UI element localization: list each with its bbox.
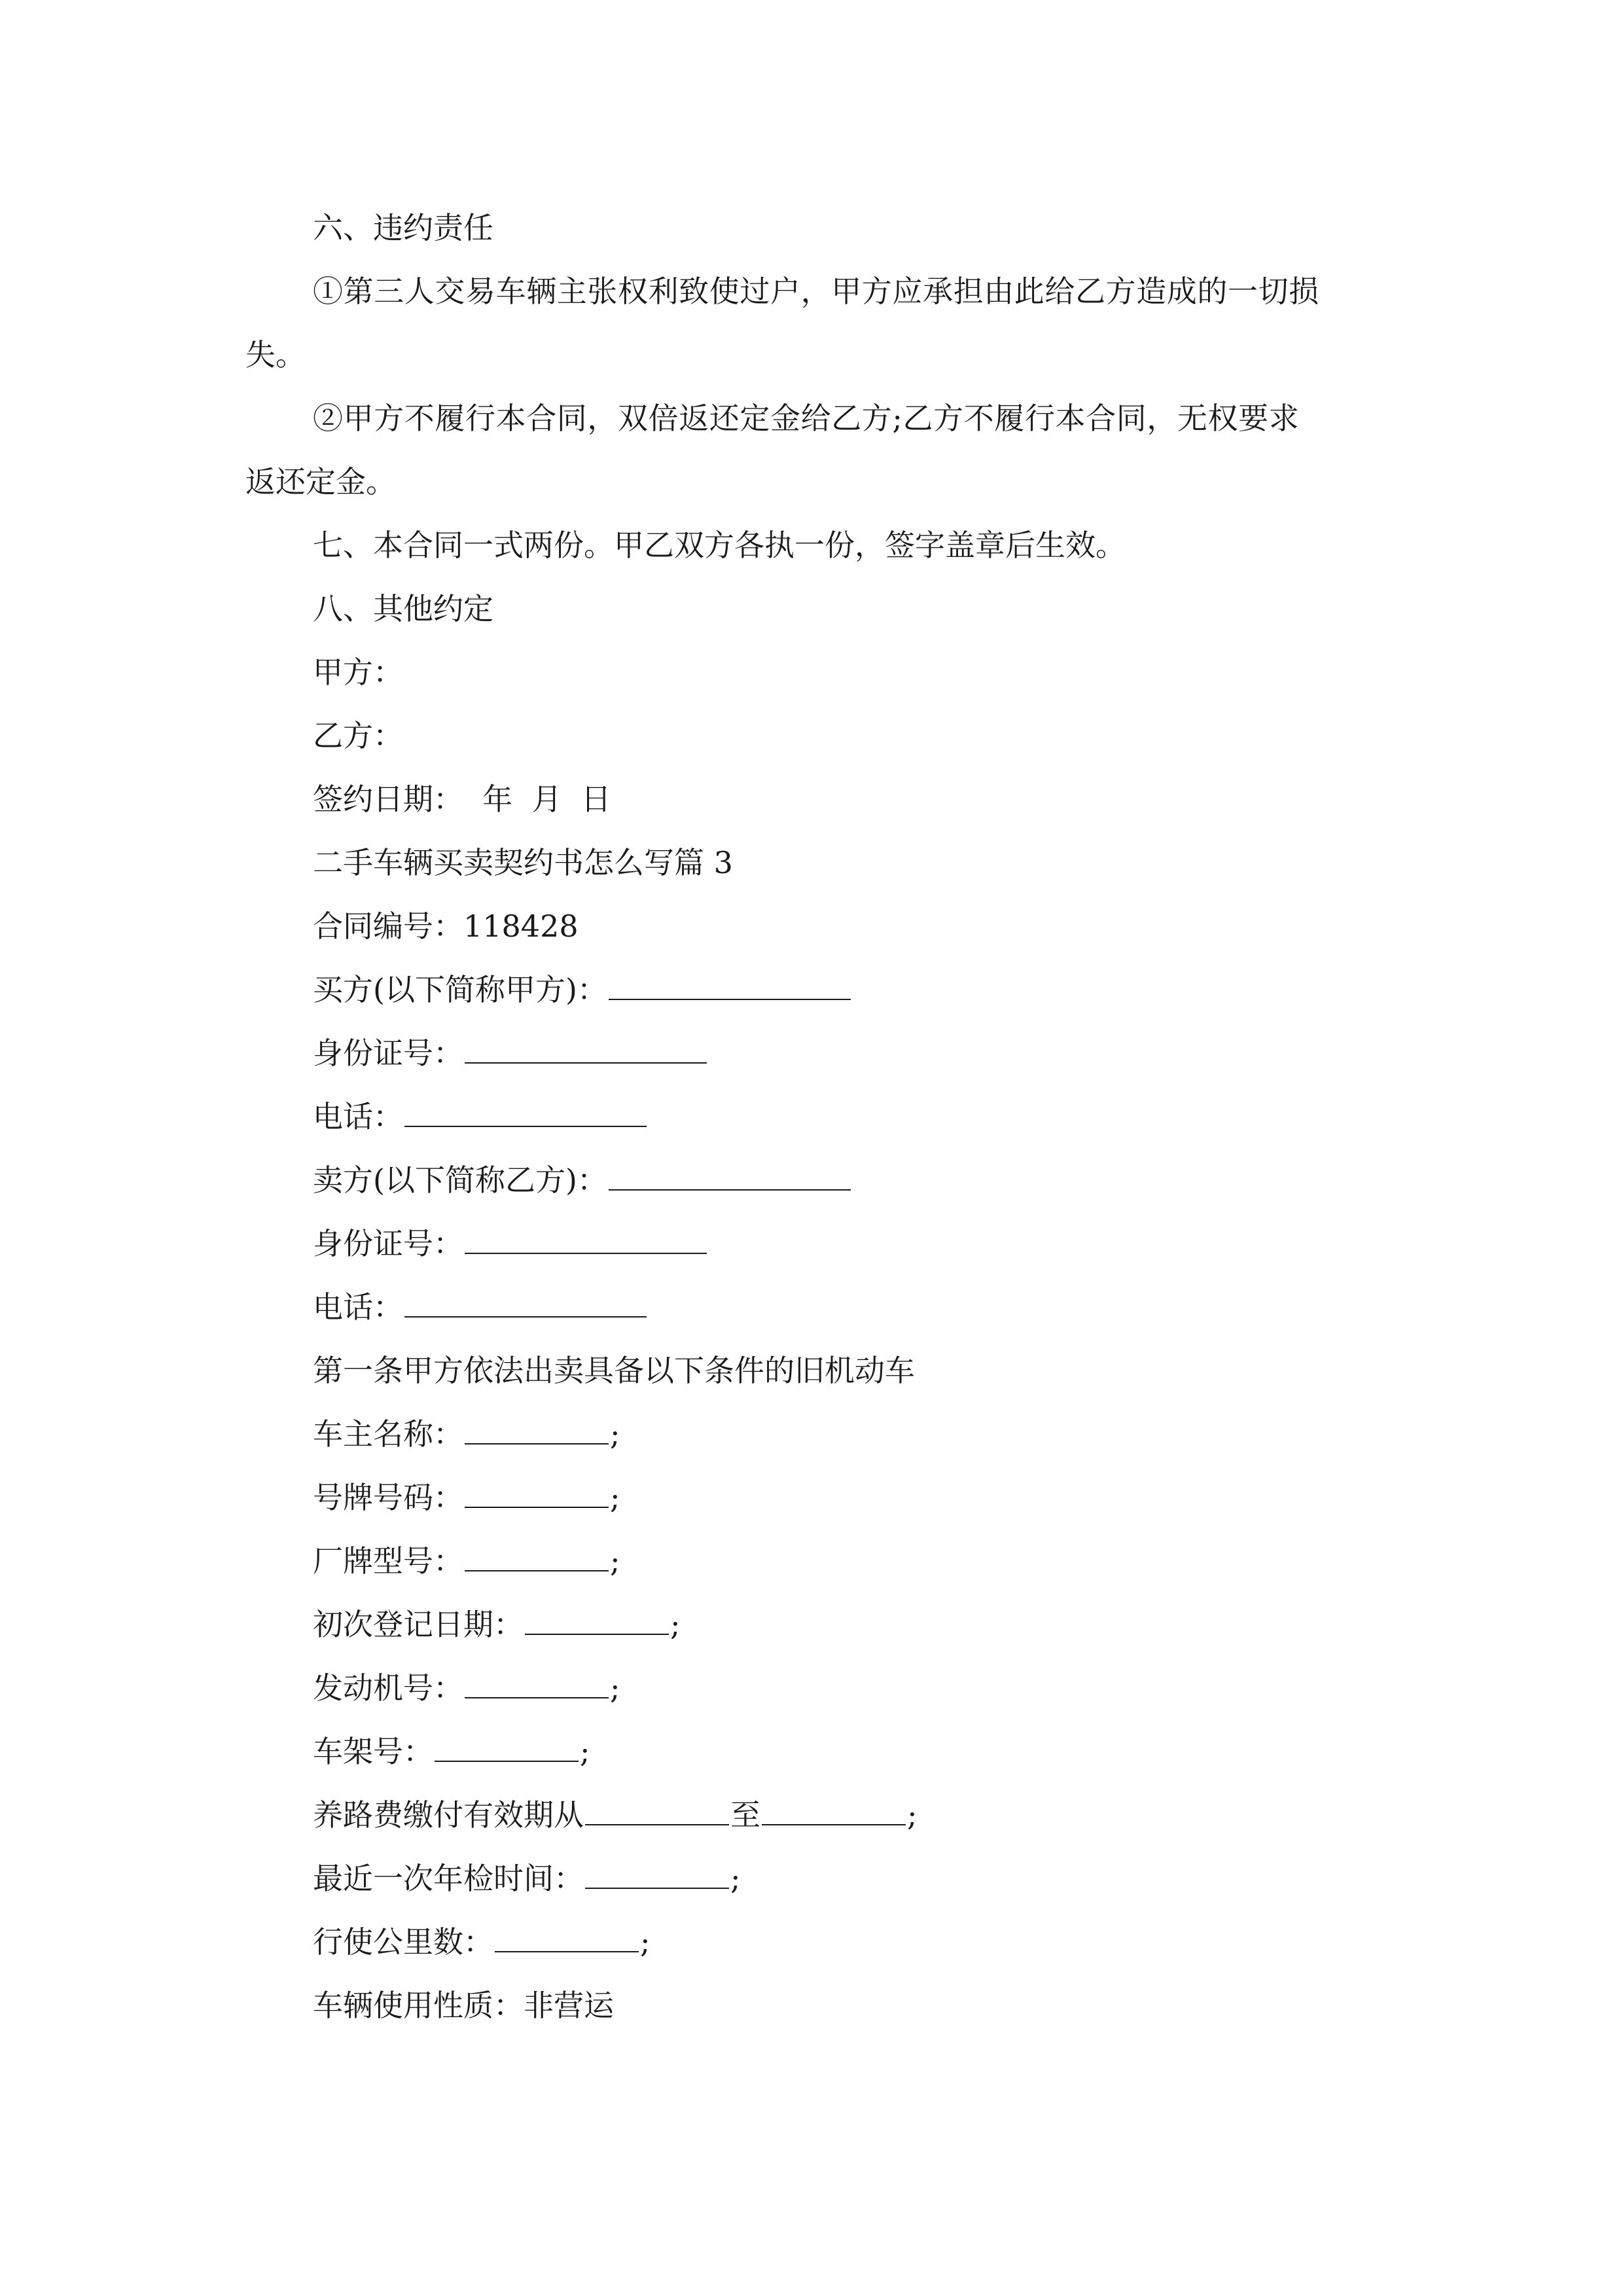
frame-number-label: 车架号：	[313, 1734, 433, 1769]
buyer-blank	[609, 973, 851, 1000]
last-inspection-blank	[585, 1861, 729, 1889]
buyer-line	[313, 970, 852, 1009]
semicolon: ;	[610, 1416, 620, 1452]
semicolon: ;	[640, 1924, 651, 1960]
brand-model-blank	[465, 1544, 609, 1571]
road-fee-from-blank	[585, 1798, 729, 1825]
seller-id-blank	[465, 1227, 707, 1254]
contract-3-heading: 二手车辆买卖契约书怎么写篇 3	[313, 845, 733, 880]
owner-name-label: 车主名称：	[313, 1416, 463, 1452]
seller-phone-line	[313, 1287, 648, 1327]
mileage-line	[313, 1922, 651, 1962]
owner-name-blank	[465, 1417, 609, 1444]
seller-id-label: 身份证号：	[313, 1226, 463, 1261]
road-fee-line	[313, 1795, 918, 1835]
semicolon: ;	[730, 1861, 741, 1896]
party-b-signature: 乙方：	[313, 718, 403, 753]
party-a-signature: 甲方：	[313, 655, 403, 690]
section-7-text: 七、本合同一式两份。甲乙双方各执一份，签字盖章后生效。	[313, 528, 1126, 563]
buyer-id-line	[313, 1033, 708, 1073]
seller-phone-blank	[404, 1290, 647, 1318]
last-inspection-label: 最近一次年检时间：	[313, 1861, 584, 1896]
seller-label: 卖方(以下简称乙方)：	[313, 1162, 607, 1198]
buyer-id-blank	[465, 1036, 707, 1064]
semicolon: ;	[610, 1670, 620, 1706]
usage-nature-line: 车辆使用性质：非营运	[313, 1988, 614, 2023]
brand-model-label: 厂牌型号：	[313, 1543, 463, 1579]
plate-number-line	[313, 1478, 620, 1517]
engine-number-blank	[465, 1671, 609, 1698]
buyer-phone-blank	[404, 1100, 647, 1127]
clause-1-line-1: ①第三人交易车辆主张权利致使过户，甲方应承担由此给乙方造成的一切损	[313, 274, 1319, 309]
seller-id-line	[313, 1224, 708, 1263]
seller-phone-label: 电话：	[313, 1289, 403, 1325]
section-6-title: 六、违约责任	[313, 210, 493, 245]
mileage-blank	[495, 1925, 639, 1952]
frame-number-line	[313, 1732, 590, 1771]
buyer-phone-line	[313, 1097, 648, 1136]
first-registration-blank	[525, 1607, 669, 1635]
plate-number-blank	[465, 1480, 609, 1508]
clause-2-line-1: ②甲方不履行本合同，双倍返还定金给乙方;乙方不履行本合同，无权要求	[313, 401, 1300, 436]
plate-number-label: 号牌号码：	[313, 1480, 463, 1515]
section-8-title: 八、其他约定	[313, 591, 493, 626]
road-fee-to-blank	[762, 1798, 906, 1825]
road-fee-to-label: 至	[730, 1797, 760, 1833]
buyer-phone-label: 电话：	[313, 1099, 403, 1134]
semicolon: ;	[580, 1734, 590, 1769]
semicolon: ;	[907, 1797, 918, 1833]
clause-1-line-2: 失。	[245, 337, 306, 372]
brand-model-line	[313, 1541, 620, 1581]
seller-blank	[609, 1163, 851, 1191]
signing-date: 签约日期： 年 月 日	[313, 781, 611, 817]
engine-number-line	[313, 1668, 620, 1708]
mileage-label: 行使公里数：	[313, 1924, 493, 1960]
frame-number-blank	[435, 1734, 579, 1762]
first-registration-line	[313, 1605, 681, 1644]
buyer-label: 买方(以下简称甲方)：	[313, 972, 607, 1007]
contract-number: 合同编号：118428	[313, 908, 579, 944]
first-registration-label: 初次登记日期：	[313, 1607, 524, 1642]
last-inspection-line	[313, 1859, 741, 1898]
semicolon: ;	[670, 1607, 681, 1642]
article-1: 第一条甲方依法出卖具备以下条件的旧机动车	[313, 1353, 915, 1388]
road-fee-from-label: 养路费缴付有效期从	[313, 1797, 584, 1833]
owner-name-line	[313, 1414, 620, 1454]
seller-line	[313, 1160, 852, 1200]
engine-number-label: 发动机号：	[313, 1670, 463, 1706]
buyer-id-label: 身份证号：	[313, 1035, 463, 1071]
semicolon: ;	[610, 1543, 620, 1579]
semicolon: ;	[610, 1480, 620, 1515]
clause-2-line-2: 返还定金。	[245, 464, 396, 499]
